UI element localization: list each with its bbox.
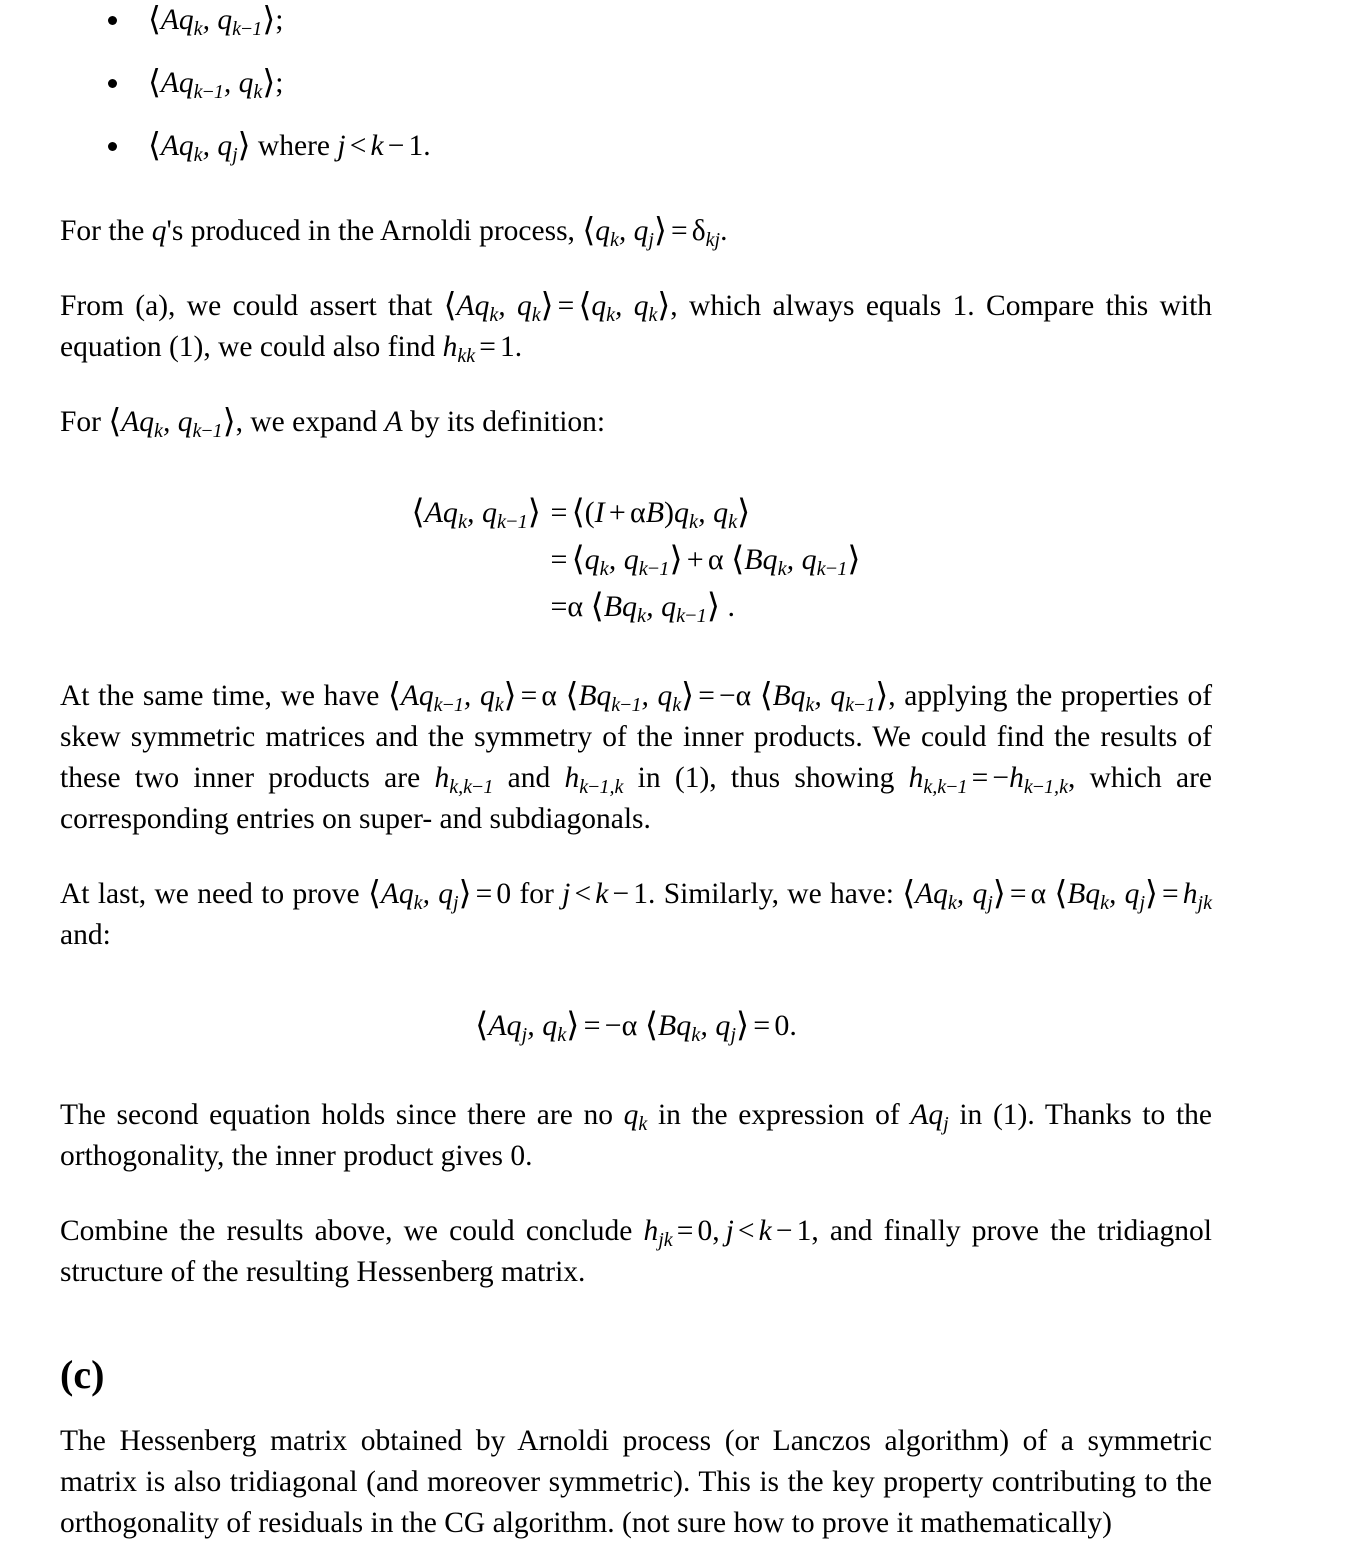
bullet-dot-icon	[108, 79, 117, 88]
bullet-3-math: $⟨Aq_k$, $q_j⟩$	[148, 128, 251, 167]
equation-line-2-lhs	[412, 536, 547, 583]
spacer	[60, 630, 1212, 676]
bullet-3-condition: j < k − 1.	[337, 130, 431, 162]
spacer	[60, 368, 1212, 402]
spacer	[60, 252, 1212, 286]
spacer	[60, 189, 1212, 211]
equation-zero-math: $⟨Aq_j$, $q_k⟩ = -\alpha$ $⟨Bq_k$, $q_j⟩ = 0$.	[475, 1007, 797, 1047]
equation-line-3-rhs: =α $⟨Bq_k$, $q_{k-1}⟩$ .	[550, 588, 735, 628]
equation-line-2-rhs: = $⟨q_k$, $q_{k-1}⟩ + \alpha$ $⟨Bq_k$, $q_{k-1}⟩$	[550, 541, 861, 581]
bullet-1-math: $⟨Aq_k$, $q_{k-1}⟩$;	[148, 2, 284, 41]
list-item: $⟨Aq_k$, $q_j⟩$ where j < k − 1.	[60, 126, 1212, 167]
paragraph-expand-intro: For $⟨Aq_k$, $q_{k-1}⟩$, we expand A by its definition:	[60, 404, 606, 443]
paragraph-arnoldi-delta: For the q's produced in the Arnoldi process, $⟨q_k$, $q_j⟩ = \delta_{kj}$.	[60, 213, 728, 252]
paragraph-from-a: From (a), we could assert that $⟨Aq_k$, $q_k⟩$ = $⟨q_k$, $q_k⟩$, which always equals 1. Compare this with equation (1), we could also find $h_{kk} = 1$.	[60, 288, 1213, 368]
spacer	[60, 840, 1212, 874]
list-item	[60, 0, 1212, 41]
paragraph-combine: Combine the results above, we could conclude $h_{jk} = 0$, j < k − 1, and finally prove the tridiagnol structure of the resulting Hessenberg matrix.	[60, 1215, 1212, 1288]
equation-line-1-lhs: $⟨Aq_k$, $q_{k-1}⟩$	[411, 494, 541, 534]
equation-line	[412, 489, 861, 536]
spacer	[60, 443, 1212, 489]
equation-line	[412, 536, 861, 583]
equation-expansion	[60, 489, 1212, 630]
page-title: (c)	[60, 1352, 105, 1397]
paragraph-at-last: At last, we need to prove $⟨Aq_k$, $q_j⟩ = 0$ for j < k − 1. Similarly, we have: $⟨Aq_k$, $q_j⟩ = \alpha$ $⟨Bq_k$, $q_j⟩ = h_{jk}$ and:	[60, 876, 1213, 951]
bullet-dot-icon	[108, 16, 117, 25]
spacer	[60, 1177, 1212, 1211]
paragraph-part-c-body: The Hessenberg matrix obtained by Arnoldi process (or Lanczos algorithm) of a symmetric matrix is also tridiagonal (and moreover symmetric). This is the key property contributing to the orthogonality of residuals in the CG algorithm. (not sure how to prove it mathematically)	[60, 1425, 1212, 1539]
list-item	[60, 63, 1212, 104]
bullet-2-math: $⟨Aq_{k-1}$, $q_k⟩$;	[148, 65, 284, 104]
bullet-dot-icon	[108, 142, 117, 151]
spacer	[60, 956, 1212, 1002]
equation-line	[412, 583, 861, 630]
spacer	[60, 1049, 1212, 1095]
equation-line-1-rhs: = ⟨(I + $\alpha B)q_k$, $q_k⟩$	[550, 494, 751, 534]
spacer	[60, 1399, 1212, 1421]
paragraph-skew-symmetric: At the same time, we have $⟨Aq_{k-1}$, $q_k⟩ = \alpha$ $⟨Bq_{k-1}$, $q_k⟩ = -\alpha$ $⟨Bq_k$, $q_{k-1}⟩$, applying the properties of skew symmetric matrices and the symmetry of the inner products. We could find the results of these two inner products are $h_{k,k-1}$ and $h_{k-1,k}$ in (1), thus showing $h_{k,k-1} = -h_{k-1,k}$, which are corresponding entries on super- and subdiagonals.	[60, 678, 1213, 835]
equation-line-3-lhs	[412, 583, 547, 630]
document-content	[60, 0, 1212, 1544]
paragraph-second-equation: The second equation holds since there are no $q_k$ in the expression of $Aq_j$ in (1). Thanks to the orthogonality, the inner product gives 0.	[60, 1099, 1212, 1172]
equation-zero	[60, 1002, 1212, 1049]
spacer	[60, 1293, 1212, 1351]
inner-product-bullet-list	[60, 0, 1212, 167]
